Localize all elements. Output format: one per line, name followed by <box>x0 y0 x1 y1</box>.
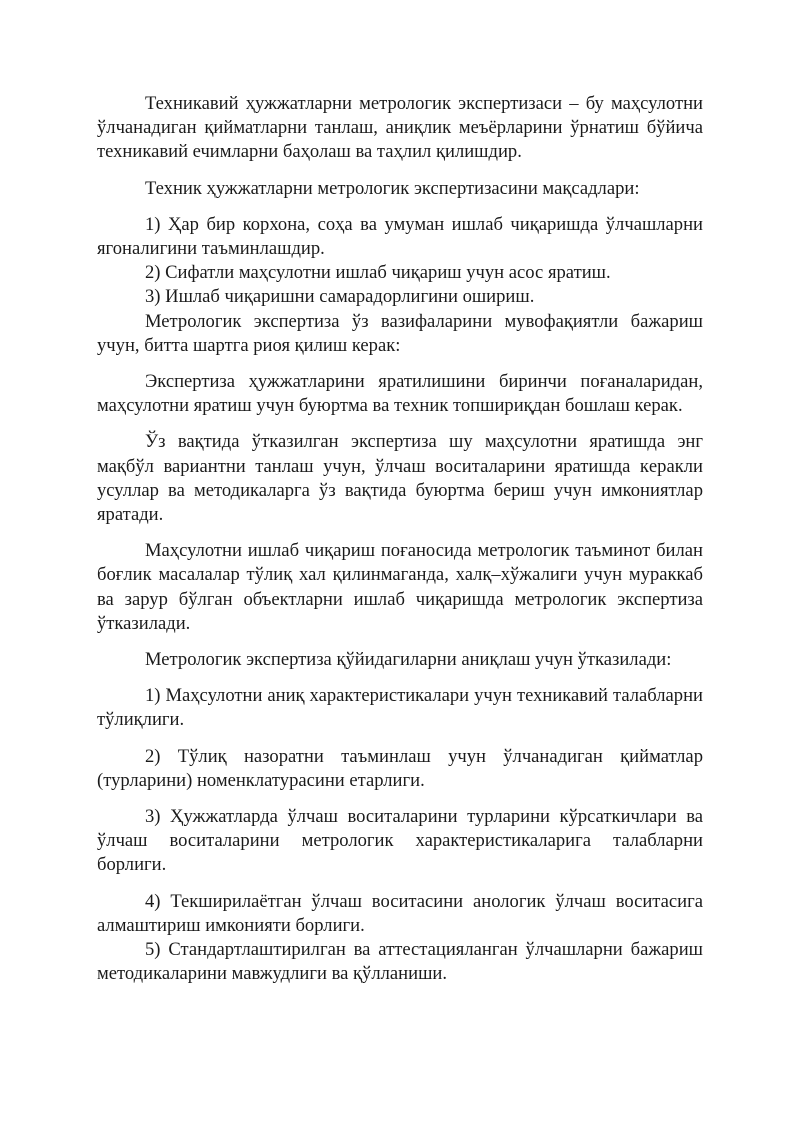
paragraph-production-stage: Маҳсулотни ишлаб чиқариш поғаносида метрологик таъминот билан боғлик масалалар тўлиқ хал қилинмаганда, халқ–хўжалиги учун мураккаб ва зарур бўлган объектларни ишлаб чиқаришда метрологик экспертиза ўтказилади. <box>97 540 703 634</box>
paragraph-definition: Техникавий ҳужжатларни метрологик экспертизаси – бу маҳсулотни ўлчанадиган қийматларни танлаш, аниқлик меъёрларини ўрнатиш бўйича техникавий ечимларни баҳолаш ва таҳлил қилишдир. <box>97 93 703 163</box>
paragraph-item-4: 4) Текширилаётган ўлчаш воситасини анологик ўлчаш воситасига алмаштириш имконияти борлиги. <box>97 890 703 936</box>
paragraph-item-2: 2) Тўлиқ назоратни таъминлаш учун ўлчанадиган қийматлар (турларини) номенклатурасини етарлиги. <box>97 745 703 791</box>
paragraph-goal-1: 1) Ҳар бир корхона, соҳа ва умуман ишлаб чиқаришда ўлчашларни ягоналигини таъминлашдир. <box>97 213 703 260</box>
document-page <box>97 92 703 987</box>
paragraph-goals-heading: Техник ҳужжатларни метрологик экспертизасини мақсадлари: <box>145 177 640 199</box>
paragraph-timely-expertise: Ўз вақтида ўтказилган экспертиза шу маҳсулотни яратишда энг мақбўл вариантни танлаш учун, ўлчаш воситаларини яратишда кeракли усуллар ва методикаларга ўз вақтида буюртма бериш учун имкониятлар яратади. <box>97 431 703 526</box>
paragraph-condition: Метрологик экспертиза ўз вазифаларини мувофақиятли бажариш учун, битта шартга риоя қилиш керак: <box>97 310 703 356</box>
paragraph-determine-heading: Метрологик экспертиза қўйидагиларни аниқлаш учун ўтказилади: <box>145 649 672 671</box>
paragraph-goal-3: 3) Ишлаб чиқаришни самарадорлигини ошириш. <box>145 286 535 308</box>
paragraph-goal-2: 2) Сифатли маҳсулотни ишлаб чиқариш учун асос яратиш. <box>145 262 611 284</box>
paragraph-item-1: 1) Маҳсулотни аниқ характеристикалари учун техникавий талабларни тўлиқлиги. <box>97 685 703 731</box>
paragraph-expertise-start: Экспертиза ҳужжатларини яратилишини биринчи поғаналаридан, маҳсулотни яратиш учун буюртма ва техник топшириқдан бошлаш керак. <box>97 371 703 417</box>
paragraph-item-5: 5) Стандартлаштирилган ва аттестацияланган ўлчашларни бажариш методикаларини мавжудлиги ва қўлланиши. <box>97 939 703 985</box>
paragraph-item-3: 3) Ҳужжатларда ўлчаш воситаларини турларини кўрсаткичлари ва ўлчаш воситаларини метрологик характеристикаларига талабларни борлиги. <box>97 806 703 876</box>
